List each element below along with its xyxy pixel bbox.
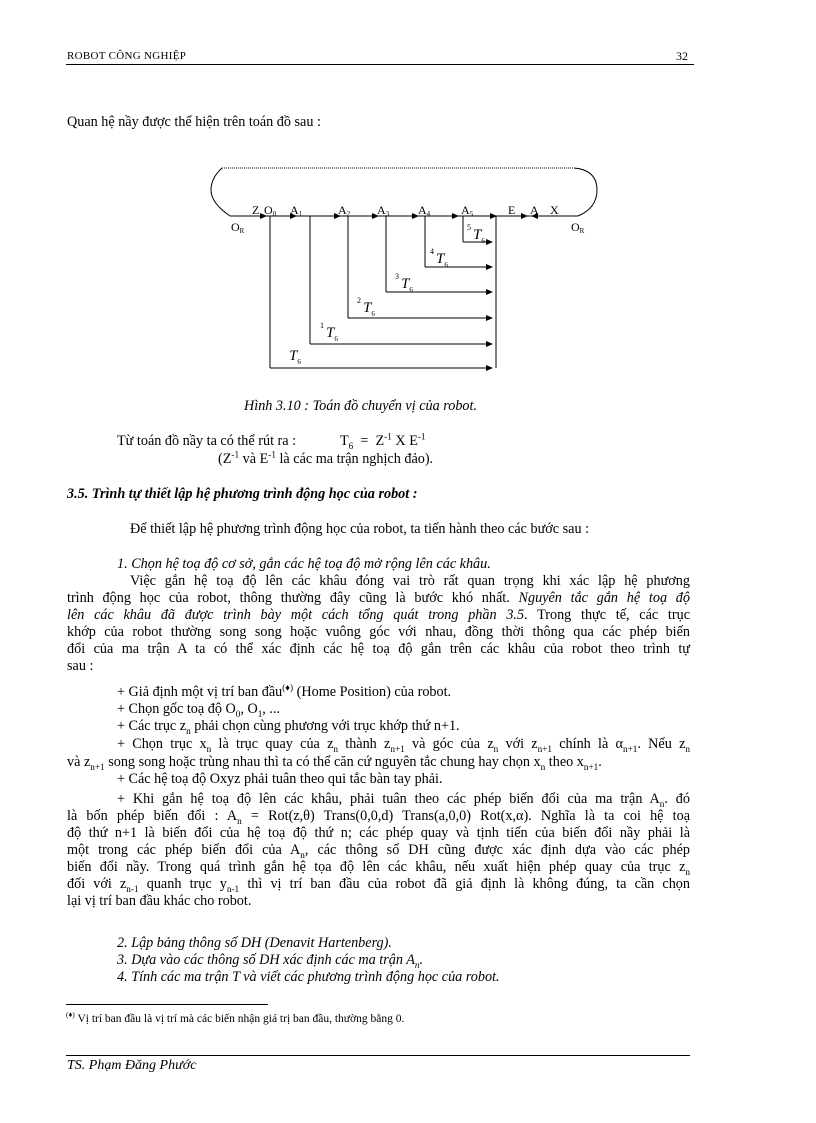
label-o0: O0 xyxy=(264,203,277,218)
figure-caption: Hình 3.10 : Toán đồ chuyển vị của robot. xyxy=(244,398,478,414)
label-a4: A4 xyxy=(418,203,431,218)
paragraph-line: đối với $z_{n-1}$ quanh trục $y_{n-1}$ thì vị trí ban đầu của robot đã giả định là không đúng, ta cần chọn xyxy=(67,876,690,894)
t6-1: $T_6$ xyxy=(326,325,338,343)
label-or-left: OR xyxy=(231,220,245,235)
formula-lead: Từ toán đồ nầy ta có thể rút ra : xyxy=(117,433,297,449)
step-2: 2. Lập bảng thông số DH (Denavit Hartenberg). xyxy=(117,935,392,951)
paragraph-line: độ thứ n+1 là biến đổi của hệ toạ độ thứ n; các phép quay và tịnh tiến của biến đổi nầy phải là xyxy=(67,825,690,841)
formula-note: ($Z^{-1}$ và $E^{-1}$ là các ma trận nghịch đảo). xyxy=(218,449,434,467)
intro-text: Quan hệ nầy được thể hiện trên toán đồ sau : xyxy=(67,114,321,130)
formula: $T_6 = Z^{-1}$ X $E^{-1}$ xyxy=(340,431,426,451)
page-number: 32 xyxy=(676,49,688,63)
label-a3: A3 xyxy=(377,203,390,218)
bullet-origins: + Chọn gốc toạ độ $O_0$, $O_1$, ... xyxy=(117,701,281,719)
paragraph-line: đổi của ma trận A ta có thể xác định các hệ toạ độ gắn trên các khâu của robot theo trình tự xyxy=(67,641,690,657)
t2-prefix: 2 xyxy=(357,296,361,305)
paragraph-line: một trong các phép biến đổi của $A_n$, các thông số DH cũng được xác định dựa vào các phép xyxy=(67,842,690,860)
label-x: X xyxy=(550,203,559,217)
label-z: Z xyxy=(252,203,260,217)
label-or-right: OR xyxy=(571,220,585,235)
section-heading: 3.5. Trình tự thiết lập hệ phương trình động học của robot : xyxy=(67,486,418,502)
loop-right-arc xyxy=(574,168,597,216)
paragraph-line: lại vị trí ban đầu khác cho robot. xyxy=(67,893,252,909)
t5-prefix: 5 xyxy=(467,223,471,232)
loop-left-arc xyxy=(211,168,230,216)
header-rule xyxy=(66,64,694,65)
paragraph-line: biến đổi nầy. Trong quá trình gắn hệ tọa độ lên các khâu, nếu xuất hiện phép quay của trục $z_n$ xyxy=(67,859,690,877)
t6-5: $T_6$ xyxy=(473,227,485,245)
step-3: 3. Dựa vào các thông số DH xác định các ma trận $A_n$. xyxy=(117,952,424,970)
footnote-rule xyxy=(66,1004,268,1005)
paragraph-line: Việc gắn hệ toạ độ lên các khâu đóng vai trò rất quan trọng khi xác lập hệ phương xyxy=(130,573,690,589)
bullet-transform: + Khi gắn hệ toạ độ lên các khâu, phải tuân theo các phép biến đổi của ma trận $A_n$. đó xyxy=(117,791,690,809)
paragraph-line: là bốn phép biến đổi : $A_n = Rot(z,\theta)$ Trans(0,0,d) Trans(a,0,0) Rot(x,α). Nghĩa là ta coi hệ toạ xyxy=(67,808,690,826)
paragraph-line: sau : xyxy=(67,658,94,674)
paragraph-line: trình động học của robot, thông thường đây cũng là bước khó nhất. Nguyên tắc gắn hệ toạ độ xyxy=(67,590,690,606)
label-a1: A1 xyxy=(290,203,303,218)
intro-paragraph: Để thiết lập hệ phương trình động học của robot, ta tiến hành theo các bước sau : xyxy=(130,521,590,537)
bullet-right-hand: + Các hệ toạ độ Oxyz phải tuân theo qui tắc bàn tay phải. xyxy=(117,771,443,787)
paragraph-line: lên các khâu đã được trình bày một cách tổng quát trong phần 3.5. Trong thực tế, các trục xyxy=(67,607,690,623)
t6-4: $T_6$ xyxy=(436,251,448,269)
t3-prefix: 3 xyxy=(395,272,399,281)
t6-3: $T_6$ xyxy=(401,276,413,294)
paragraph-line: khớp của robot thường song song hoặc vuông góc với nhau, đồng thời thông qua các phép biến xyxy=(67,624,690,640)
step-1: 1. Chọn hệ toạ độ cơ sở, gắn các hệ toạ độ mở rộng lên các khâu. xyxy=(117,556,491,572)
footer-rule xyxy=(66,1055,690,1056)
bullet-x-axis: + Chọn trục $x_n$ là trục quay của $z_n$ thành $z_{n+1}$ và góc của $z_n$ với $z_{n+1}$ chính là $\alpha_{n+1}$. Nếu $z_n$ xyxy=(117,736,690,754)
footer-author: TS. Phạm Đăng Phước xyxy=(67,1058,197,1073)
bullet-home-position: + Giả định một vị trí ban đầu(♦) (Home Position) của robot. xyxy=(117,682,452,700)
bullet-x-axis-cont: và $z_{n+1}$ song song hoặc trùng nhau thì ta có thể căn cứ nguyên tắc chung hay chọn $x_n$ theo $x_{n+1}$. xyxy=(67,754,602,772)
label-a5: A5 xyxy=(461,203,474,218)
label-e: E xyxy=(508,203,516,217)
label-a: A xyxy=(530,203,539,217)
t6-2: $T_6$ xyxy=(363,300,375,318)
footnote: (♦) Vị trí ban đầu là vị trí mà các biến nhận giá trị ban đầu, thường bằng 0. xyxy=(66,1010,405,1025)
step-4: 4. Tính các ma trận T và viết các phương trình động học của robot. xyxy=(117,969,500,985)
label-a2: A2 xyxy=(338,203,351,218)
t6-0: $T_6$ xyxy=(289,348,301,366)
t4-prefix: 4 xyxy=(430,247,434,256)
bullet-z-axis: + Các trục $z_n$ phải chọn cùng phương với trục khớp thứ n+1. xyxy=(117,718,460,736)
running-header-title: ROBOT CÔNG NGHIỆP xyxy=(67,50,187,62)
t1-prefix: 1 xyxy=(320,321,324,330)
